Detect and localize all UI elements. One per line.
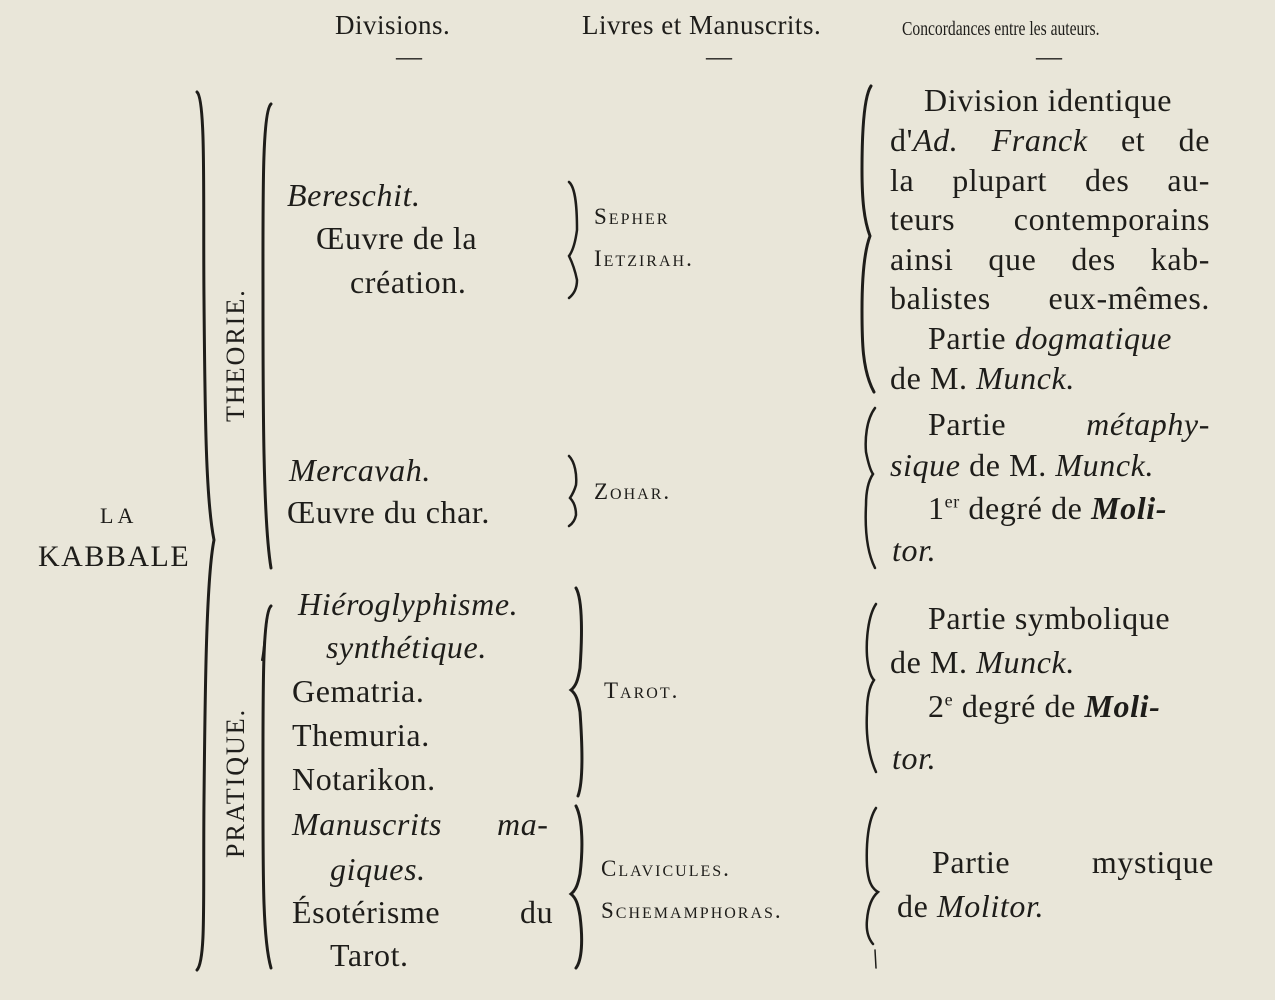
livre-ietzirah: Ietzirah. bbox=[594, 246, 694, 271]
header-divisions-dash: — bbox=[396, 42, 422, 71]
concordance-1-line6: balistes eux-mêmes. bbox=[890, 280, 1210, 316]
livre-tarot: Tarot. bbox=[604, 678, 680, 703]
division-manuscrits-line2: giques. bbox=[330, 851, 426, 887]
livre-zohar: Zohar. bbox=[594, 479, 672, 504]
concordance-brace-4 bbox=[867, 808, 878, 944]
concordance-3-line3: 2e degré de Moli- bbox=[928, 688, 1161, 724]
sepher-brace bbox=[569, 182, 577, 298]
concordance-2-line2: sique de M. Munck. bbox=[890, 447, 1155, 483]
concordance-4-line1: Partie mystique bbox=[932, 844, 1214, 880]
division-gematria: Gematria. bbox=[292, 673, 425, 709]
concordance-1-line2: d'Ad. Franck et de bbox=[890, 122, 1211, 158]
division-esoterisme-line1a: Ésotérisme bbox=[292, 894, 441, 930]
concordance-2-line4: tor. bbox=[892, 532, 937, 568]
concordance-brace-3 bbox=[867, 604, 876, 772]
theorie-brace bbox=[263, 104, 271, 568]
division-oeuvre-char: Œuvre du char. bbox=[287, 494, 491, 530]
clavicules-brace bbox=[571, 806, 582, 968]
division-notarikon: Notarikon. bbox=[292, 761, 436, 797]
root-la: LA bbox=[100, 503, 138, 528]
root-kabbale: KABBALE bbox=[38, 540, 191, 573]
concordance-brace-1 bbox=[862, 86, 874, 392]
concordance-1-line1: Division identique bbox=[924, 82, 1173, 118]
concordance-3-line2: de M. Munck. bbox=[890, 644, 1075, 680]
concordance-2-line3: 1er degré de Moli- bbox=[928, 490, 1167, 526]
concordance-3-line4: tor. bbox=[892, 740, 937, 776]
concordance-1-line4: teurs contemporains bbox=[890, 201, 1210, 237]
header-divisions: Divisions. bbox=[335, 10, 451, 40]
division-manuscrits-line1a: Manuscrits bbox=[292, 806, 442, 842]
division-mercavah: Mercavah. bbox=[289, 452, 431, 488]
division-themuria: Themuria. bbox=[292, 717, 430, 753]
division-oeuvre-creation-line2: création. bbox=[350, 264, 467, 300]
division-bereschit: Bereschit. bbox=[287, 177, 421, 213]
division-synthetique: synthétique. bbox=[326, 629, 487, 665]
header-livres: Livres et Manuscrits. bbox=[582, 10, 822, 40]
pratique-brace bbox=[263, 606, 271, 968]
concordance-1-line8: de M. Munck. bbox=[890, 360, 1075, 396]
concordance-1-line7: Partie dogmatique bbox=[928, 320, 1172, 356]
concordance-1-line3: la plupart des au- bbox=[890, 162, 1210, 198]
root-brace bbox=[197, 92, 214, 970]
header-livres-dash: — bbox=[706, 42, 732, 71]
concordance-3-line1: Partie symbolique bbox=[928, 600, 1171, 636]
concordance-brace-4-tail bbox=[875, 950, 876, 968]
division-esoterisme-line2: Tarot. bbox=[330, 937, 409, 973]
header-concordances-dash: — bbox=[1036, 42, 1062, 71]
livre-sepher: Sepher bbox=[594, 204, 670, 229]
division-oeuvre-creation-line1: Œuvre de la bbox=[316, 220, 478, 256]
livre-schemamphoras: Schemamphoras. bbox=[601, 898, 783, 923]
zohar-brace bbox=[569, 456, 576, 526]
concordance-2-line1: Partie métaphy- bbox=[928, 406, 1210, 442]
branch-theorie: THEORIE. bbox=[221, 288, 250, 422]
header-concordances: Concordances entre les auteurs. bbox=[902, 18, 1100, 40]
concordance-1-line5: ainsi que des kab- bbox=[890, 241, 1210, 277]
division-manuscrits-line1b: ma- bbox=[497, 806, 549, 842]
concordance-brace-2 bbox=[866, 408, 875, 568]
livre-clavicules: Clavicules. bbox=[601, 856, 731, 881]
tarot-brace bbox=[571, 588, 582, 796]
concordance-4-line2: de Molitor. bbox=[897, 888, 1045, 924]
division-esoterisme-line1b: du bbox=[520, 894, 554, 930]
branch-pratique: PRATIQUE. bbox=[221, 707, 250, 858]
division-hieroglyphisme: Hiéroglyphisme. bbox=[298, 586, 519, 622]
